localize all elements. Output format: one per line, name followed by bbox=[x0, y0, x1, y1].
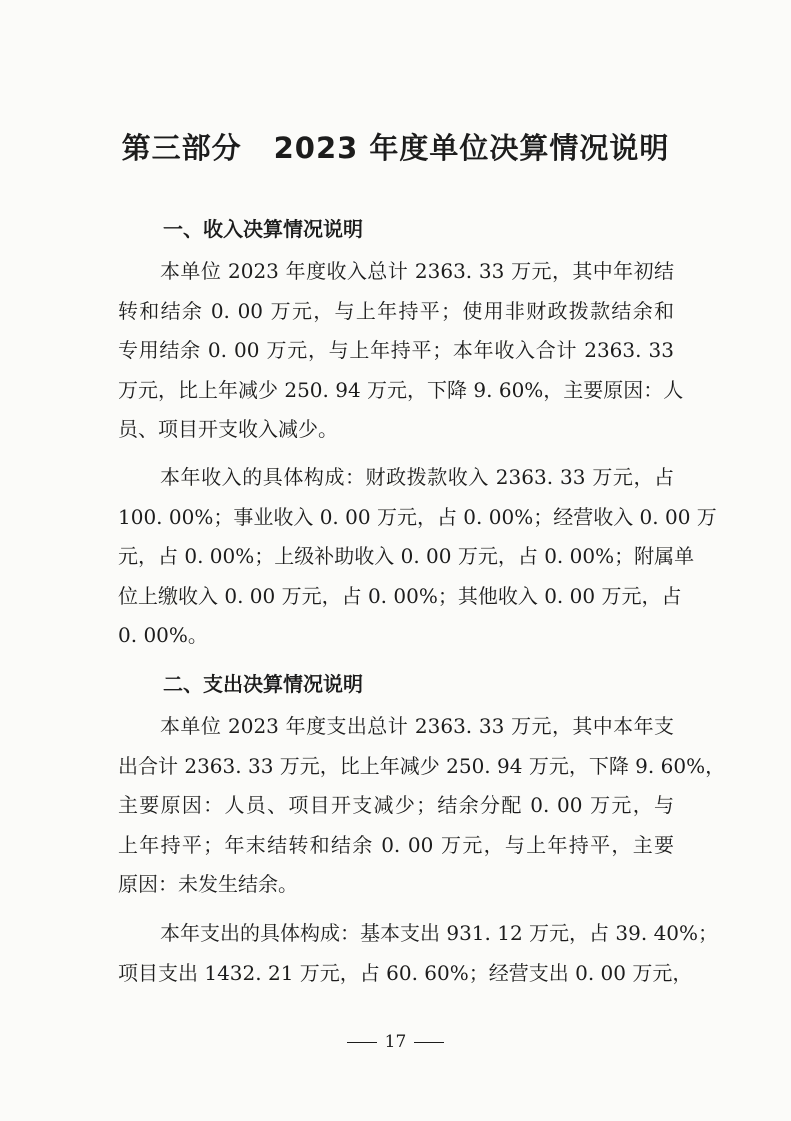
paragraph-line: 主要原因：人员、项目开支减少；结余分配 0. 00 万元，与 bbox=[118, 793, 674, 817]
paragraph-line: 100. 00%；事业收入 0. 00 万元，占 0. 00%；经营收入 0. 00 万 bbox=[118, 504, 717, 529]
paragraph-line: 原因：未发生结余。 bbox=[118, 872, 298, 896]
paragraph-line: 专用结余 0. 00 万元，与上年持平；本年收入合计 2363. 33 bbox=[118, 338, 674, 362]
page-number: 17 bbox=[384, 1032, 407, 1052]
paragraph-line: 本年支出的具体构成：基本支出 931. 12 万元，占 39. 40%； bbox=[160, 921, 719, 945]
paragraph-line: 本单位 2023 年度支出总计 2363. 33 万元，其中本年支 bbox=[160, 714, 674, 738]
title-part: 第三部分 bbox=[121, 131, 242, 165]
paragraph-line: 万元，比上年减少 250. 94 万元，下降 9. 60%，主要原因：人 bbox=[118, 377, 684, 402]
section-heading-income: 一、收入决算情况说明 bbox=[163, 217, 363, 241]
paragraph-line: 员、项目开支收入减少。 bbox=[118, 417, 338, 441]
footer-dash-right bbox=[414, 1042, 444, 1043]
paragraph-line: 位上缴收入 0. 00 万元，占 0. 00%；其他收入 0. 00 万元，占 bbox=[118, 583, 682, 608]
paragraph-line: 转和结余 0. 00 万元，与上年持平；使用非财政拨款结余和 bbox=[118, 298, 674, 323]
paragraph-income-summary bbox=[118, 252, 684, 450]
paragraph-line: 元，占 0. 00%；上级补助收入 0. 00 万元，占 0. 00%；附属单 bbox=[118, 544, 695, 568]
paragraph-expenditure-composition bbox=[118, 914, 719, 993]
page-footer bbox=[0, 1030, 791, 1054]
paragraph-line: 0. 00%。 bbox=[118, 623, 208, 647]
footer-dash-left bbox=[347, 1042, 377, 1043]
page-title bbox=[0, 128, 791, 168]
section-heading-expenditure: 二、支出决算情况说明 bbox=[163, 672, 363, 696]
paragraph-line: 上年持平；年末结转和结余 0. 00 万元，与上年持平，主要 bbox=[118, 832, 674, 857]
paragraph-expenditure-summary bbox=[118, 707, 726, 905]
paragraph-line: 本年收入的具体构成：财政拨款收入 2363. 33 万元，占 bbox=[160, 465, 674, 489]
paragraph-income-composition bbox=[118, 458, 717, 656]
paragraph-line: 本单位 2023 年度收入总计 2363. 33 万元，其中年初结 bbox=[160, 259, 674, 283]
paragraph-line: 出合计 2363. 33 万元，比上年减少 250. 94 万元，下降 9. 60%， bbox=[118, 753, 726, 778]
title-text: 2023 年度单位决算情况说明 bbox=[273, 131, 670, 165]
paragraph-line: 项目支出 1432. 21 万元，占 60. 60%；经营支出 0. 00 万元， bbox=[118, 960, 693, 985]
